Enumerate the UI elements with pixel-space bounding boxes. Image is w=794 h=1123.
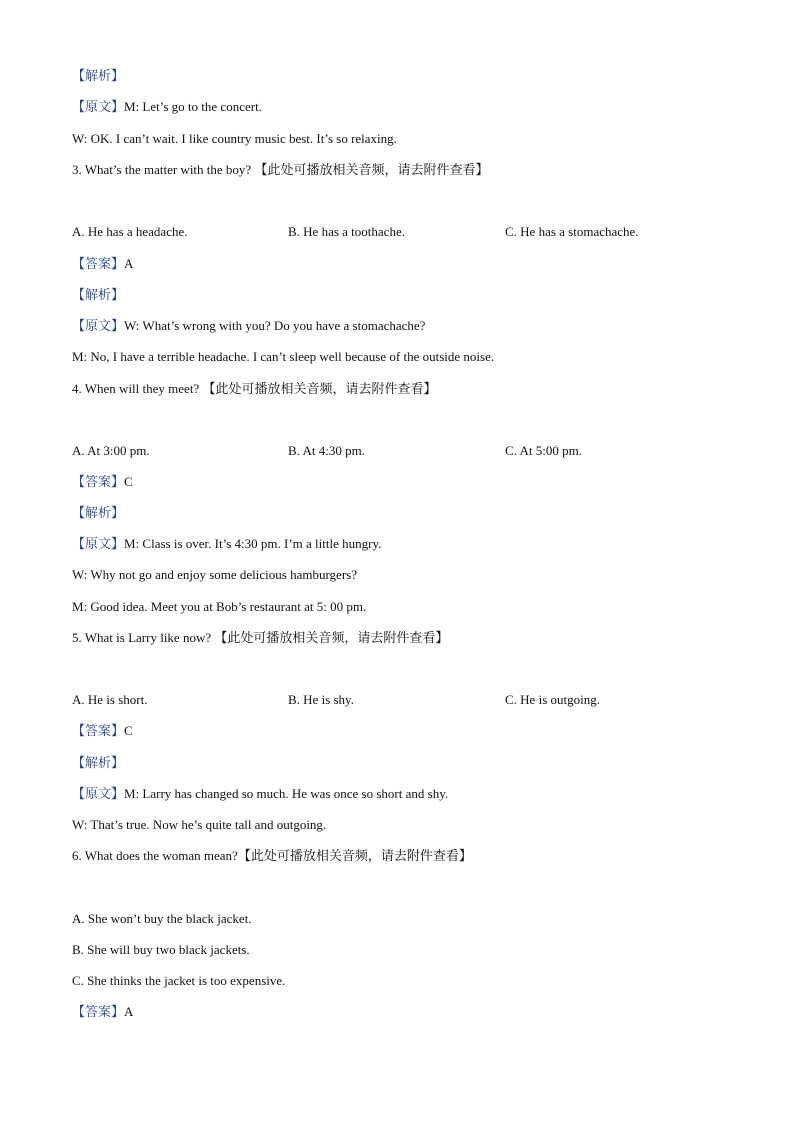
q5-option-c: C. He is outgoing. xyxy=(505,692,600,707)
q4-option-a: A. At 3:00 pm. xyxy=(72,443,150,458)
question-6: 6. What does the woman mean?【此处可播放相关音频，请去附件查看】 xyxy=(72,848,472,864)
question-5: 5. What is Larry like now? 【此处可播放相关音频，请去附件查看】 xyxy=(72,630,449,646)
q3-option-b: B. He has a toothache. xyxy=(288,224,405,239)
q4-option-b: B. At 4:30 pm. xyxy=(288,443,365,458)
transcript-line: M: Good idea. Meet you at Bob’s restaurant at 5: 00 pm. xyxy=(72,599,367,614)
transcript-line: W: OK. I can’t wait. I like country music best. It’s so relaxing. xyxy=(72,131,397,146)
q6-option-b: B. She will buy two black jackets. xyxy=(72,942,250,957)
analysis-label-q3: 【解析】 xyxy=(72,288,125,303)
q3-option-a: A. He has a headache. xyxy=(72,224,188,239)
q5-option-b: B. He is shy. xyxy=(288,692,354,707)
transcript-line: 【原文】M: Class is over. It’s 4:30 pm. I’m a little hungry. xyxy=(72,536,382,552)
transcript-line: W: Why not go and enjoy some delicious hamburgers? xyxy=(72,567,357,582)
transcript-line: 【原文】M: Larry has changed so much. He was once so short and shy. xyxy=(72,786,449,802)
analysis-label-q2: 【解析】 xyxy=(72,69,125,84)
answer-q3: 【答案】A xyxy=(72,256,134,272)
q3-option-c: C. He has a stomachache. xyxy=(505,224,639,239)
answer-q4: 【答案】C xyxy=(72,474,133,490)
q4-option-c: C. At 5:00 pm. xyxy=(505,443,582,458)
transcript-line: 【原文】W: What’s wrong with you? Do you have a stomachache? xyxy=(72,318,426,334)
question-3: 3. What’s the matter with the boy? 【此处可播放相关音频，请去附件查看】 xyxy=(72,162,489,178)
q6-option-a: A. She won’t buy the black jacket. xyxy=(72,911,252,926)
answer-q6: 【答案】A xyxy=(72,1004,134,1020)
transcript-line: M: No, I have a terrible headache. I can’t sleep well because of the outside noise. xyxy=(72,349,495,364)
analysis-label-q5: 【解析】 xyxy=(72,756,125,771)
transcript-line: W: That’s true. Now he’s quite tall and outgoing. xyxy=(72,817,327,832)
q5-option-a: A. He is short. xyxy=(72,692,148,707)
answer-q5: 【答案】C xyxy=(72,723,133,739)
question-4: 4. When will they meet? 【此处可播放相关音频，请去附件查看】 xyxy=(72,381,437,397)
q6-option-c: C. She thinks the jacket is too expensive. xyxy=(72,973,286,988)
analysis-label-q4: 【解析】 xyxy=(72,506,125,521)
transcript-line: 【原文】M: Let’s go to the concert. xyxy=(72,99,262,115)
